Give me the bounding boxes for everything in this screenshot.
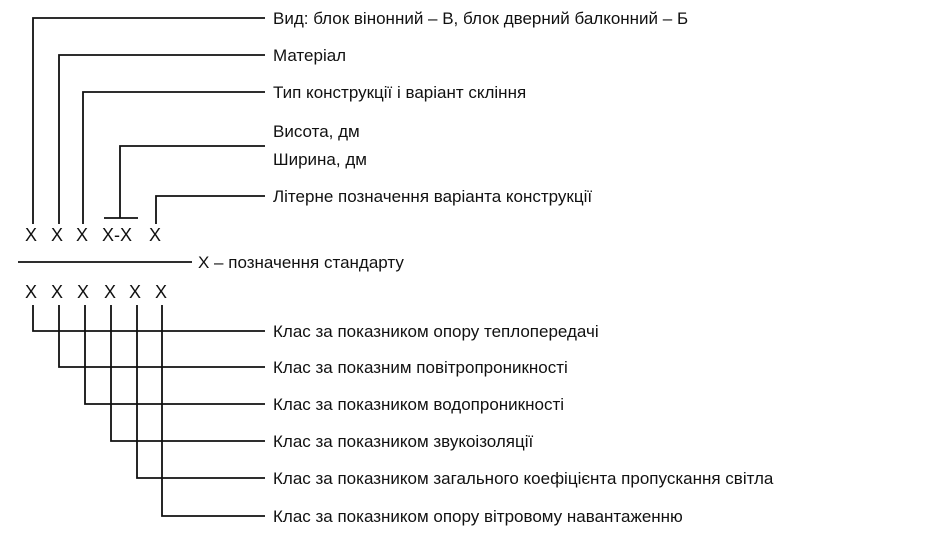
top-leader-lines	[33, 18, 265, 224]
leader-water-permeability	[85, 305, 265, 404]
top-symbol-3: X	[76, 225, 89, 245]
label-air-permeability: Клас за показним повітропроникності	[273, 358, 568, 377]
label-light-transmission: Клас за показником загального коефіцієнта пропускання світла	[273, 469, 774, 488]
bottom-code	[25, 282, 167, 302]
leader-letter-designation	[156, 196, 265, 224]
bottom-symbol-1: X	[25, 282, 38, 302]
leader-sound-insulation	[111, 305, 265, 441]
bottom-symbol-3: X	[77, 282, 90, 302]
label-width: Ширина, дм	[273, 150, 367, 169]
top-symbol-1: X	[25, 225, 38, 245]
leader-heat-transfer	[33, 305, 265, 331]
label-letter-designation: Літерне позначення варіанта конструкції	[273, 187, 593, 206]
bottom-symbol-6: X	[155, 282, 168, 302]
bottom-labels	[273, 322, 774, 526]
top-symbol-2: X	[51, 225, 64, 245]
label-standard: X – позначення стандарту	[198, 253, 404, 272]
label-heat-transfer: Клас за показником опору теплопередачі	[273, 322, 599, 341]
top-symbol-5: X	[149, 225, 162, 245]
top-symbol-4: X-X	[102, 225, 133, 245]
bottom-leader-lines	[33, 305, 265, 516]
label-wind-load: Клас за показником опору вітровому навантаженню	[273, 507, 683, 526]
label-material: Матеріал	[273, 46, 347, 65]
leader-material	[59, 55, 265, 224]
bottom-symbol-2: X	[51, 282, 64, 302]
top-code	[25, 225, 161, 245]
leader-height-width	[120, 146, 265, 218]
bottom-symbol-4: X	[104, 282, 117, 302]
label-sound-insulation: Клас за показником звукоізоляції	[273, 432, 534, 451]
leader-vyd	[33, 18, 265, 224]
leader-wind-load	[162, 305, 265, 516]
label-vyd: Вид: блок вінонний – В, блок дверний балконний – Б	[273, 9, 689, 28]
bottom-symbol-5: X	[129, 282, 142, 302]
leader-construction-type	[83, 92, 265, 224]
label-water-permeability: Клас за показником водопроникності	[273, 395, 565, 414]
label-construction-type: Тип конструкції і варіант скління	[273, 83, 527, 102]
top-labels	[273, 9, 688, 206]
label-height: Висота, дм	[273, 122, 360, 141]
